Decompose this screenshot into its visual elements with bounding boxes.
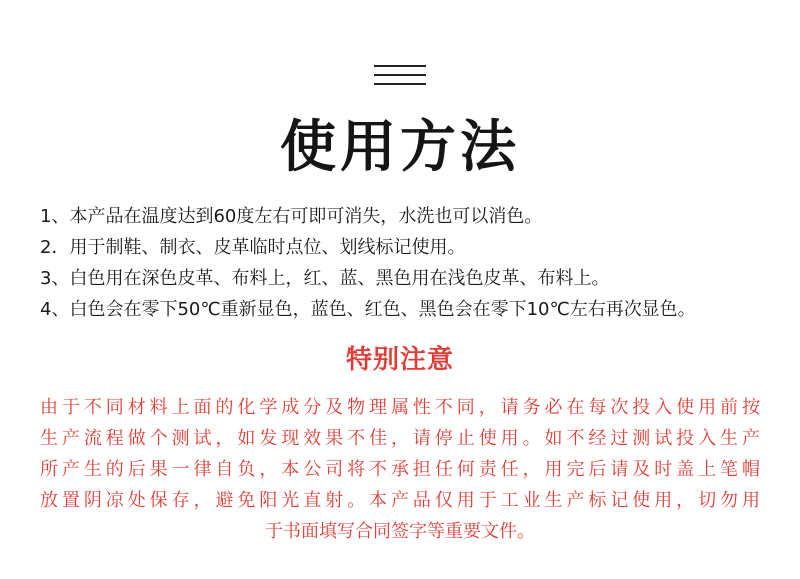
notice-body <box>40 392 760 547</box>
usage-steps-list <box>40 201 780 325</box>
notice-line-5: 于书面填写合同签字等重要文件。 <box>265 521 535 542</box>
menu-line <box>374 74 426 76</box>
usage-step-3: 3、白色用在深色皮革、布料上，红、蓝、黑色用在浅色皮革、布料上。 <box>40 268 610 289</box>
notice-line-2: 生产流程做个测试，如发现效果不佳，请停止使用。如不经过测试投入生产 <box>40 428 760 449</box>
page-title: 使用方法 <box>280 115 520 180</box>
usage-step-4: 4、白色会在零下50℃重新显色，蓝色、红色、黑色会在零下10℃左右再次显色。 <box>40 299 696 320</box>
menu-lines-icon <box>374 65 426 87</box>
menu-line <box>374 65 426 67</box>
notice-line-1: 由于不同材料上面的化学成分及物理属性不同，请务必在每次投入使用前按 <box>40 397 760 418</box>
usage-step-1: 1、本产品在温度达到60度左右可即可消失，水洗也可以消色。 <box>40 206 543 227</box>
menu-line <box>374 83 426 85</box>
notice-title: 特别注意 <box>345 345 454 375</box>
notice-line-3: 所产生的后果一律自负，本公司将不承担任何责任，用完后请及时盖上笔帽 <box>40 459 760 480</box>
usage-step-2: 2．用于制鞋、制衣、皮革临时点位、划线标记使用。 <box>40 237 466 258</box>
notice-line-4: 放置阴凉处保存，避免阳光直射。本产品仅用于工业生产标记使用，切勿用 <box>40 490 760 511</box>
